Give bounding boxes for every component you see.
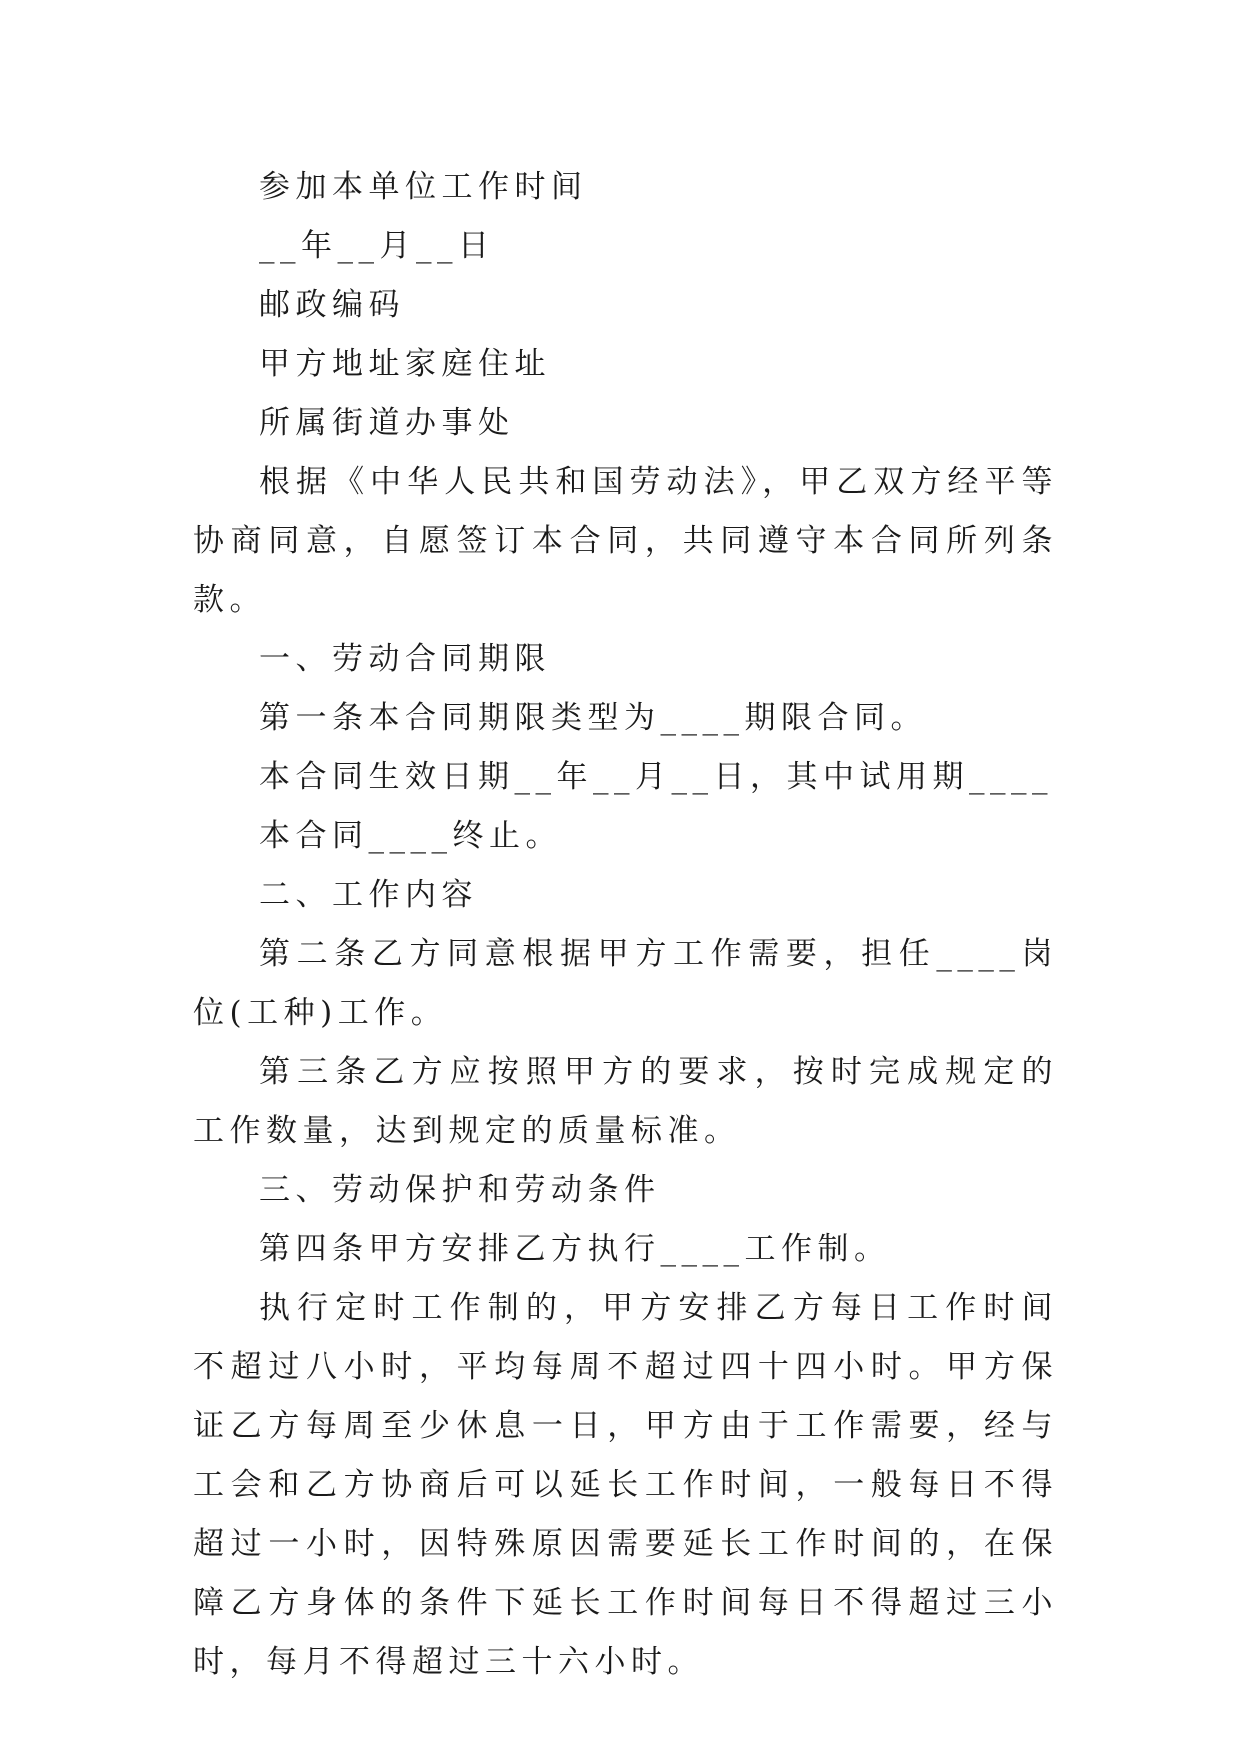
- paragraph-termination: 本合同____终止。: [259, 818, 562, 854]
- document-body: [193, 158, 1058, 1692]
- article-1: 第一条本合同期限类型为____期限合同。: [259, 700, 927, 736]
- section-heading-labor-protection: 三、劳动保护和劳动条件: [259, 1172, 661, 1208]
- article-2: 第二条乙方同意根据甲方工作需要，担任____岗位(工种)工作。: [193, 936, 1058, 1031]
- article-4: 第四条甲方安排乙方执行____工作制。: [259, 1231, 891, 1267]
- paragraph-work-start-time: 参加本单位工作时间: [259, 169, 588, 205]
- paragraph-working-hours: 执行定时工作制的，甲方安排乙方每日工作时间不超过八小时，平均每周不超过四十四小时。甲方保证乙方每周至少休息一日，甲方由于工作需要，经与工会和乙方协商后可以延长工作时间，一般每日不得超过一小时，因特殊原因需要延长工作时间的，在保障乙方身体的条件下延长工作时间每日不得超过三小时，每月不得超过三十六小时。: [193, 1290, 1058, 1680]
- paragraph-preamble: 根据《中华人民共和国劳动法》，甲乙双方经平等协商同意，自愿签订本合同，共同遵守本合同所列条款。: [193, 464, 1058, 618]
- paragraph-date-blank: __年__月__日: [259, 228, 495, 264]
- paragraph-party-a-address: 甲方地址家庭住址: [259, 346, 551, 382]
- paragraph-effective-date: 本合同生效日期__年__月__日，其中试用期____: [259, 759, 1053, 795]
- article-3: 第三条乙方应按照甲方的要求，按时完成规定的工作数量，达到规定的质量标准。: [193, 1054, 1058, 1149]
- section-heading-contract-term: 一、劳动合同期限: [259, 641, 551, 677]
- section-heading-work-content: 二、工作内容: [259, 877, 478, 913]
- paragraph-postal-code: 邮政编码: [259, 287, 405, 323]
- paragraph-street-office: 所属街道办事处: [259, 405, 515, 441]
